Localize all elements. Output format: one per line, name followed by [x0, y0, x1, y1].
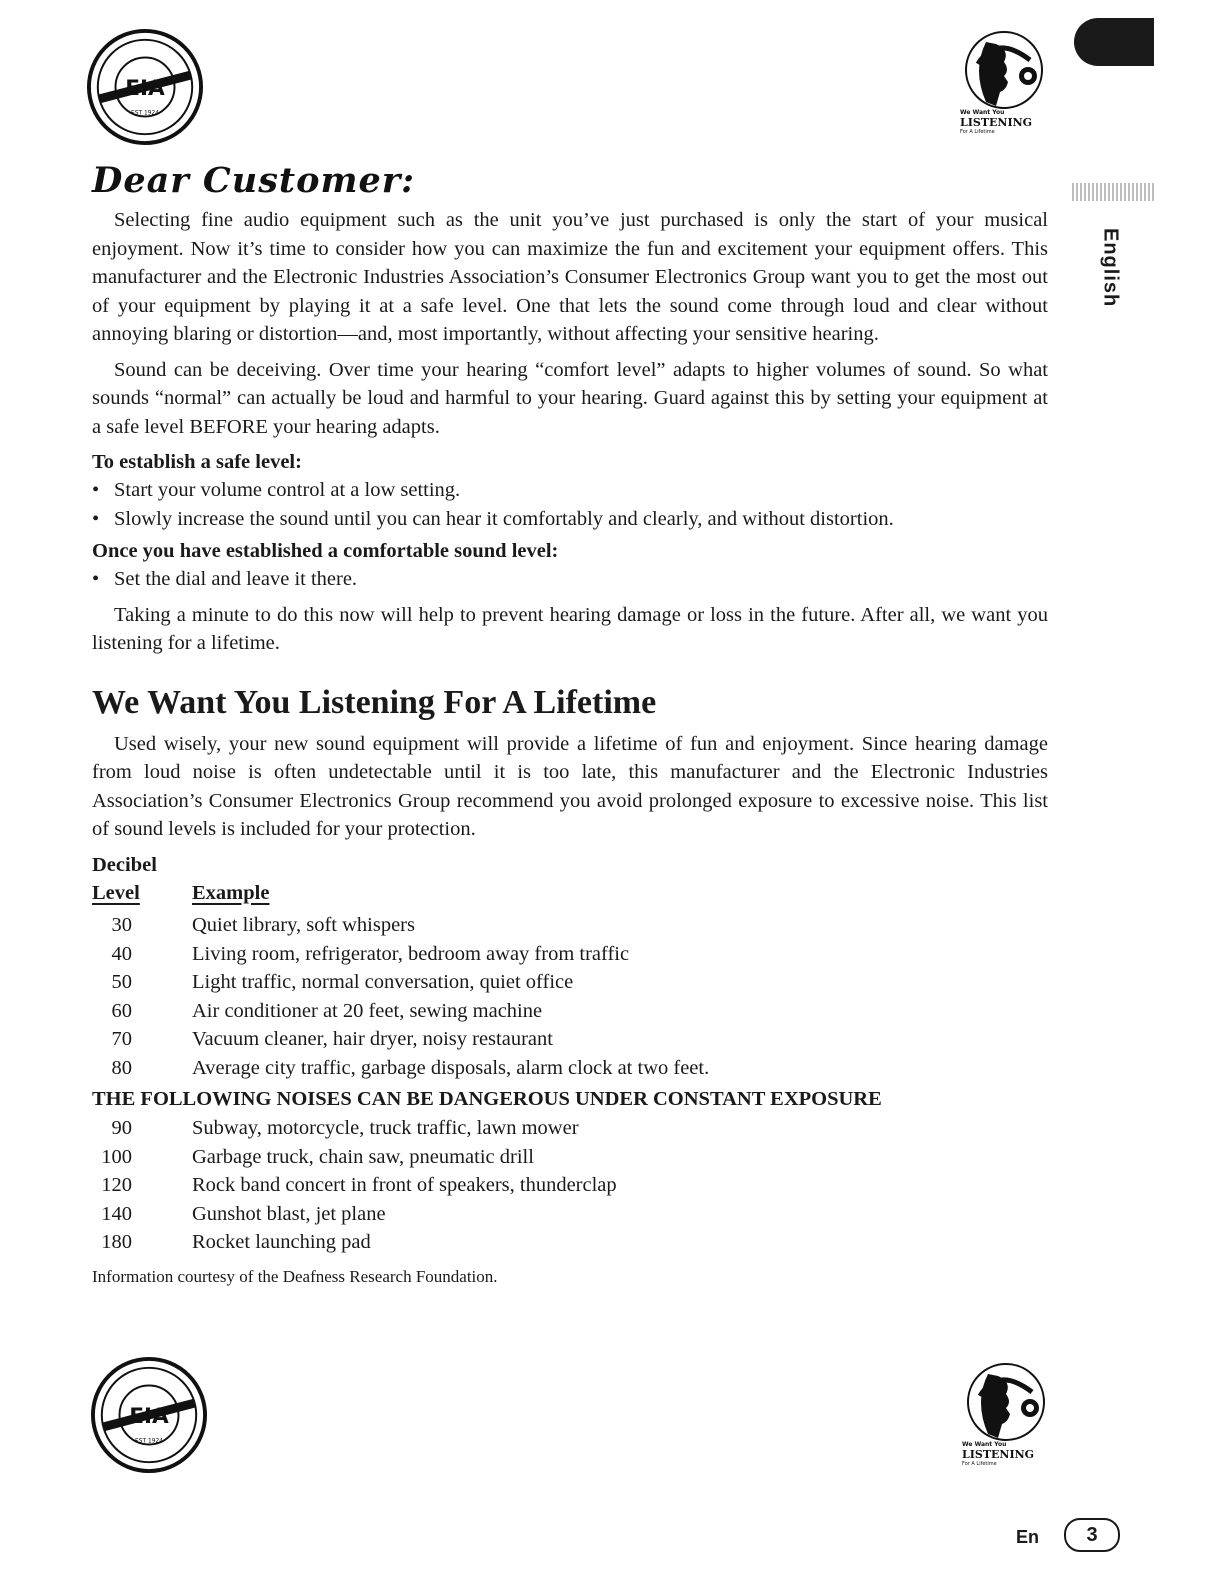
list-item: • Set the dial and leave it there. — [92, 568, 358, 590]
list-item: • Start your volume control at a low setting. — [92, 479, 461, 501]
table-row: 90 Subway, motorcycle, truck traffic, lawn mower — [111, 1117, 579, 1139]
table-header-level: Level — [92, 881, 140, 904]
listening-main-text: LISTENING — [960, 116, 1033, 129]
language-tab: English — [1099, 228, 1122, 308]
eia-mark: EIA — [125, 75, 165, 101]
main-content — [92, 206, 1048, 1289]
table-row: 80 Average city traffic, garbage disposals, alarm clock at two feet. — [111, 1056, 710, 1079]
eia-logo-bottom — [90, 1356, 208, 1474]
table-row: 50 Light traffic, normal conversation, quiet office — [111, 971, 574, 993]
svg-text:LISTENING: LISTENING — [962, 1448, 1035, 1461]
section-title: We Want You Listening For A Lifetime — [92, 683, 657, 721]
listening-logo-bottom — [958, 1362, 1050, 1466]
danger-warning: THE FOLLOWING NOISES CAN BE DANGEROUS UNDER CONSTANT EXPOSURE — [92, 1088, 882, 1110]
table-row: 180 Rocket launching pad — [101, 1231, 371, 1253]
table-row: 120 Rock band concert in front of speakers, thunderclap — [101, 1174, 617, 1196]
page-language-code: En — [1016, 1527, 1040, 1547]
table-row: 70 Vacuum cleaner, hair dryer, noisy restaurant — [111, 1028, 553, 1050]
source-credit: Information courtesy of the Deafness Research Foundation. — [92, 1266, 498, 1286]
table-row: 30 Quiet library, soft whispers — [111, 914, 415, 936]
listening-sub-text: For A Lifetime — [960, 129, 995, 134]
table-header-row — [92, 879, 1048, 908]
table-header-example: Example — [192, 881, 270, 904]
page-number: 3 — [1064, 1518, 1120, 1552]
svg-text:EIA: EIA — [129, 1403, 169, 1429]
listening-small-text: We Want You — [960, 109, 1005, 116]
listening-logo — [956, 30, 1048, 134]
table-row: 60 Air conditioner at 20 feet, sewing machine — [111, 999, 543, 1022]
table-row: 40 Living room, refrigerator, bedroom away from traffic — [111, 942, 630, 965]
intro-paragraph: Selecting fine audio equipment such as the unit you’ve just purchased is only the start of your musical enjoyment. Now it’s time to consider how you can maximize the fun and excitement your equipment offers. This manufacturer and the Electronic Industries Association’s Consumer Electronics Group want you to get the most out of your equipment by playing it at a safe level. One that lets the sound come through loud and clear without annoying blaring or distortion—and, most importantly, without affecting your sensitive hearing. — [92, 209, 1048, 345]
section-body: Used wisely, your new sound equipment will provide a lifetime of fun and enjoyment. Since hearing damage from loud noise is often undetectable until it is too late, this manufacturer and the Electronic Industries Association’s Consumer Electronics Group recommend you avoid prolonged exposure to excessive noise. This list of sound levels is included for your protection. — [92, 732, 1048, 840]
eia-logo — [86, 28, 204, 146]
eia-est: EST 1924 — [131, 110, 159, 117]
svg-text:For A Lifetime: For A Lifetime — [962, 1461, 997, 1466]
list-item: • Slowly increase the sound until you can hear it comfortably and clearly, and without distortion. — [92, 507, 894, 530]
table-row: 140 Gunshot blast, jet plane — [101, 1202, 386, 1225]
table-header-decibel: Decibel — [92, 853, 157, 876]
comfortable-heading: Once you have established a comfortable sound level: — [92, 540, 559, 562]
greeting-heading: Dear Customer: — [92, 160, 416, 201]
svg-text:EST 1924: EST 1924 — [135, 1438, 163, 1445]
safe-level-heading: To establish a safe level: — [92, 451, 302, 473]
table-row: 100 Garbage truck, chain saw, pneumatic drill — [101, 1145, 534, 1168]
closing-paragraph: Taking a minute to do this now will help to prevent hearing damage or loss in the future. After all, we want you listening for a lifetime. — [92, 603, 1048, 654]
intro-paragraph: Sound can be deceiving. Over time your hearing “comfort level” adapts to higher volumes of sound. So what sounds “normal” can actually be loud and harmful to your hearing. Guard against this by setting your equipment at a safe level BEFORE your hearing adapts. — [92, 358, 1048, 438]
svg-text:We Want You: We Want You — [962, 1441, 1007, 1448]
side-stripe — [1072, 183, 1154, 201]
side-tab-marker — [1074, 18, 1154, 66]
